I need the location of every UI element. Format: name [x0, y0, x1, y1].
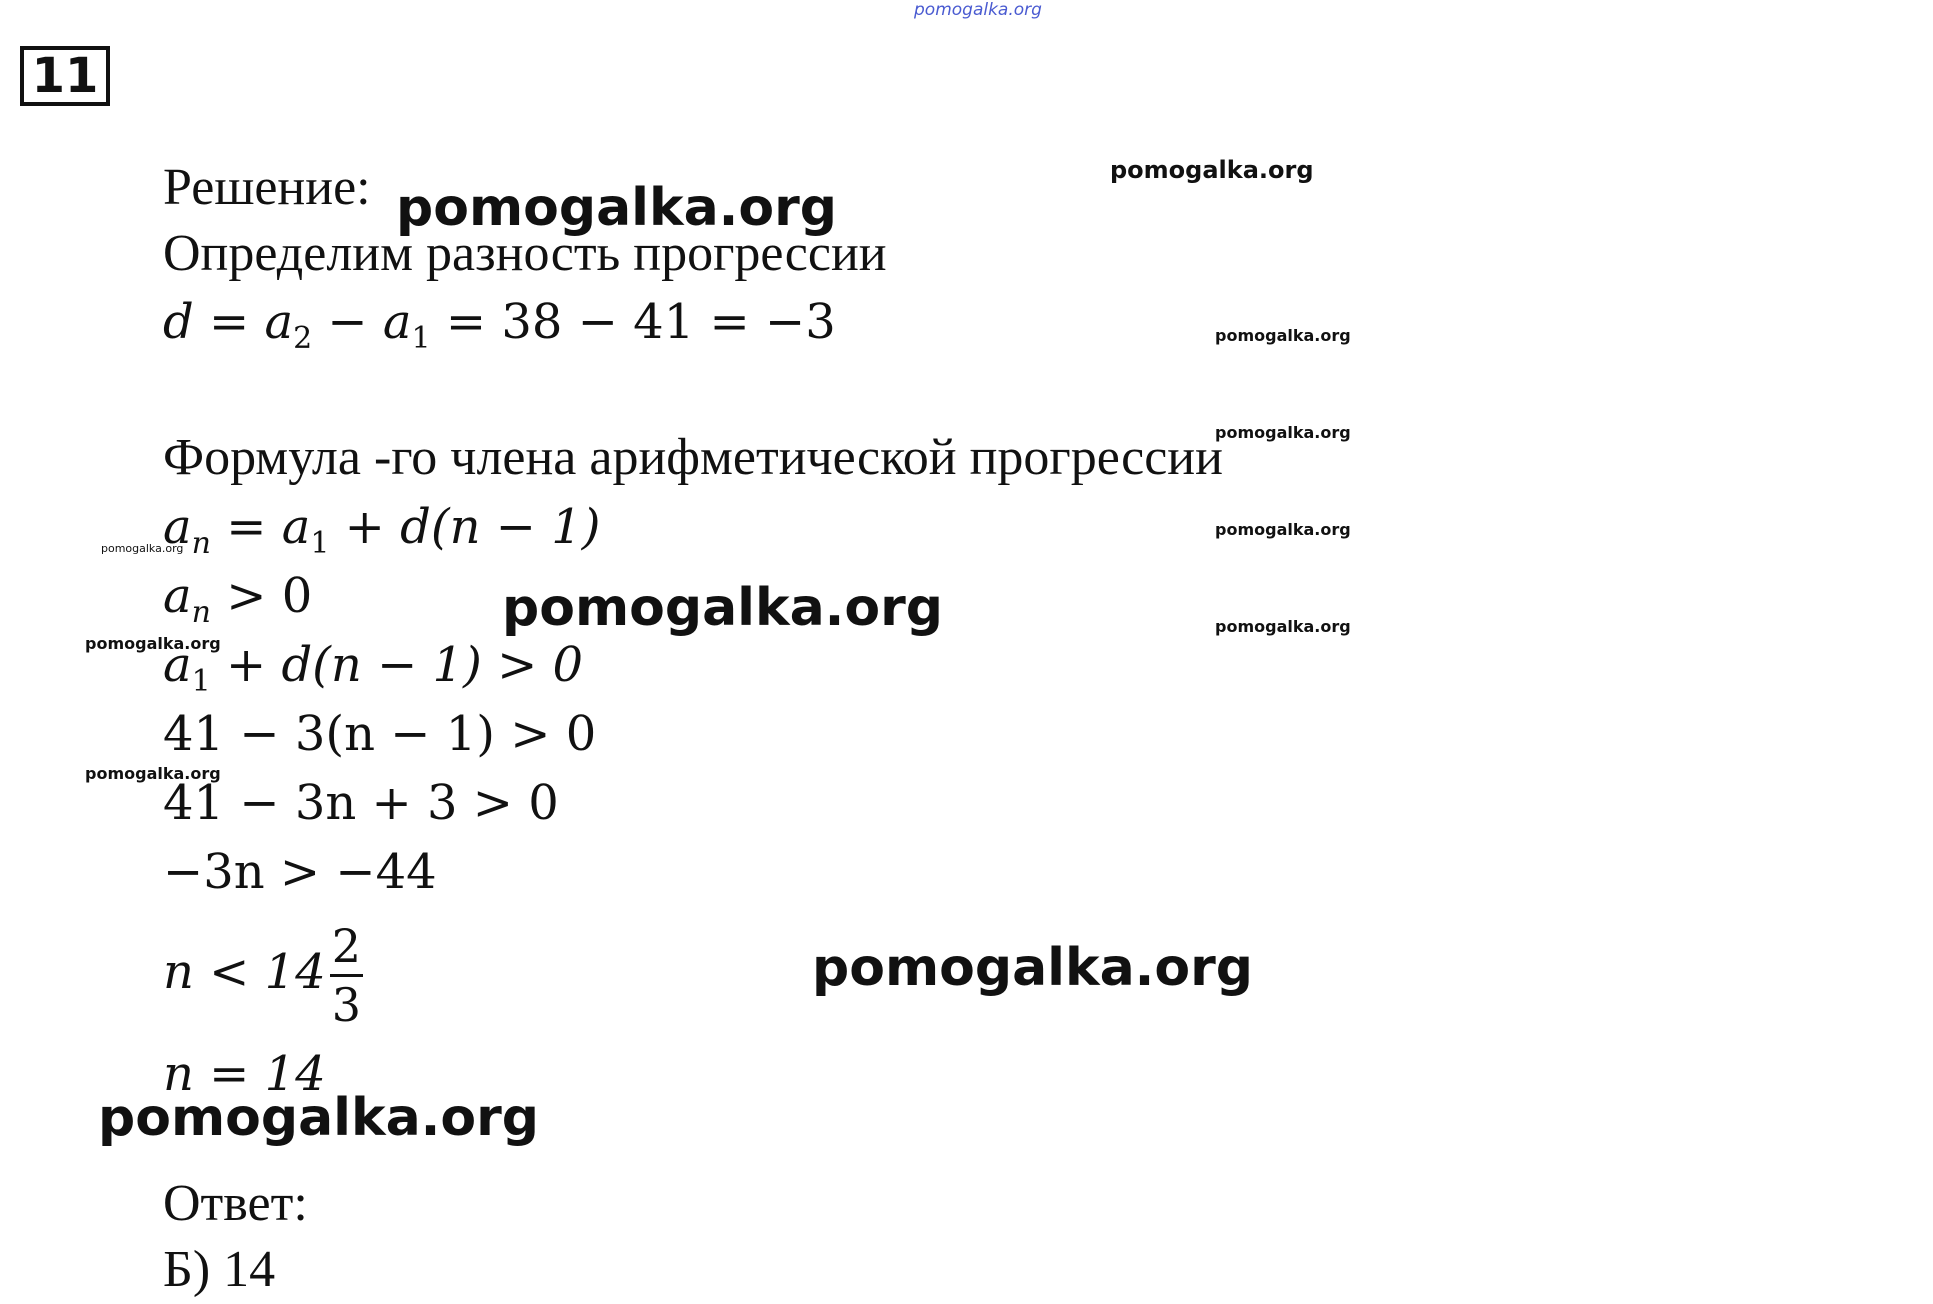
- site-link[interactable]: pomogalka.org: [914, 0, 1042, 20]
- eq4-rest: + d(n − 1) > 0: [210, 637, 584, 693]
- watermark-small: pomogalka.org: [1215, 423, 1351, 442]
- fraction-denominator: 3: [331, 978, 362, 1032]
- watermark-small: pomogalka.org: [1215, 520, 1351, 539]
- watermark-small: pomogalka.org: [1215, 326, 1351, 345]
- equation-simplified: −3n > −44: [163, 844, 437, 900]
- eq4-sub-1: 1: [191, 664, 211, 699]
- answer-heading: Ответ:: [163, 1175, 308, 1232]
- eq3-a: a: [163, 568, 192, 624]
- eq3-rest: > 0: [210, 568, 313, 624]
- eq2-sub-1: 1: [310, 526, 330, 561]
- watermark-tiny: pomogalka.org: [101, 542, 184, 555]
- watermark-big: pomogalka.org: [396, 178, 838, 238]
- watermark-small: pomogalka.org: [1215, 617, 1351, 636]
- eq2-a: a: [163, 499, 192, 555]
- watermark-small: pomogalka.org: [85, 764, 221, 783]
- equation-numeric: 41 − 3(n − 1) > 0: [163, 706, 597, 762]
- equation-difference: [163, 292, 836, 356]
- eq2-eq: = a: [210, 499, 311, 555]
- watermark-big: pomogalka.org: [812, 938, 1254, 998]
- eq1-lhs: d = a: [163, 294, 294, 350]
- eq1-sub-1: 1: [411, 321, 431, 356]
- eq1-sub-2: 2: [293, 321, 313, 356]
- solution-heading: Решение:: [163, 159, 371, 216]
- watermark-mid: pomogalka.org: [1110, 156, 1314, 184]
- answer-value: Б) 14: [163, 1241, 276, 1298]
- equation-bound: [163, 918, 363, 1033]
- eq8-lhs: n < 14: [163, 944, 326, 1000]
- task-number-box: 11: [20, 46, 110, 106]
- eq2-sub-n: n: [191, 526, 211, 561]
- eq1-rhs: = 38 − 41 = −3: [430, 294, 836, 350]
- equation-expanded: 41 − 3n + 3 > 0: [163, 775, 559, 831]
- eq3-sub-n: n: [191, 595, 211, 630]
- watermark-big: pomogalka.org: [98, 1088, 540, 1148]
- watermark-small: pomogalka.org: [85, 634, 221, 653]
- step2-text: Формула -го члена арифметической прогрессии: [163, 429, 1223, 486]
- eq2-rest: + d(n − 1): [329, 499, 601, 555]
- equation-positive: [163, 566, 313, 630]
- eq1-mid: − a: [312, 294, 412, 350]
- fraction-numerator: 2: [330, 918, 363, 977]
- eq9-text: n = 14: [163, 1046, 326, 1102]
- equation-substitute: [163, 635, 584, 699]
- fraction: [330, 918, 363, 1033]
- equation-formula: [163, 497, 601, 561]
- watermark-big: pomogalka.org: [502, 578, 944, 638]
- step1-text: Определим разность прогрессии: [163, 225, 887, 282]
- eq4-a: a: [163, 637, 192, 693]
